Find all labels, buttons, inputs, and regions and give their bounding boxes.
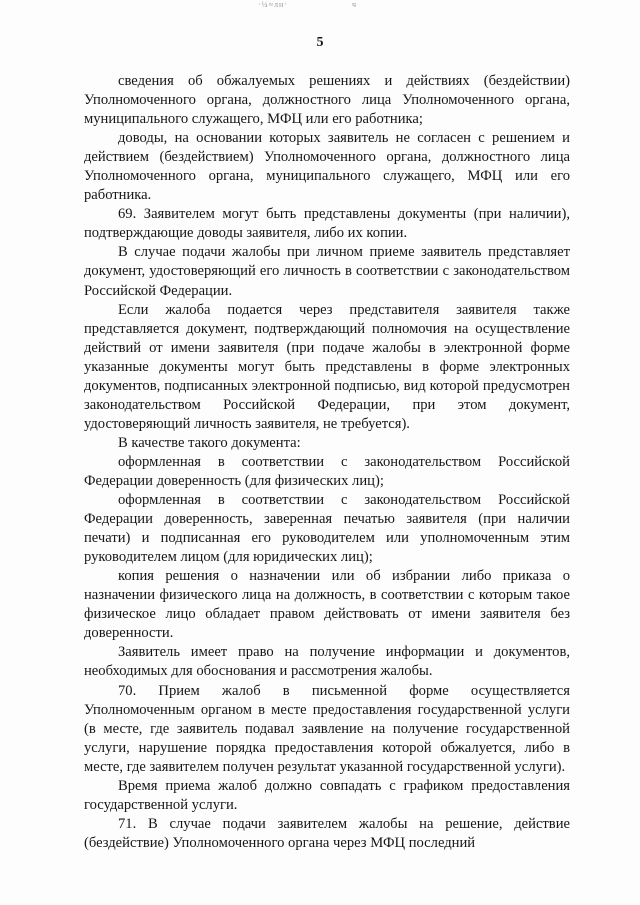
paragraph-representative: Если жалоба подается через представителя заявителя также представляется документ, подтверждающий полномочия на осуществление действий от имени заявителя (при подаче жалобы в электронной форме указанные документы могут быть представлены в форме электронных документов, подписанных электронной подписью, вид которой предусмотрен законодательством Российской Федерации, при этом документ, удостоверяющий личность заявителя, не требуется). — [84, 301, 570, 432]
paragraph-power-of-attorney-legal-entities: оформленная в соответствии с законодательством Российской Федерации доверенность, заверенная печатью заявителя (при наличии печати) и подписанная его руководителем или уполномоченным этим руководителем лицом (для юридических лиц); — [84, 492, 570, 566]
paragraph-appointment-decision: копия решения о назначении или об избрании либо приказа о назначении физического лица на должность, в соответствии с которым такое физическое лицо обладает правом действовать от имени заявителя без доверенности. — [84, 568, 570, 642]
paragraph-arguments: доводы, на основании которых заявитель не согласен с решением и действием (бездействием) Уполномоченного органа, должностного лица Уполномоченного органа, муниципального служащего, МФЦ или его работника. — [84, 130, 570, 204]
paragraph-reception-schedule: Время приема жалоб должно совпадать с графиком предоставления государственной услуги. — [84, 777, 570, 813]
paragraph-70: 70. Прием жалоб в письменной форме осуществляется Уполномоченным органом в месте предоставления государственной услуги (в месте, где заявитель подавал заявление на получение государственной услуги, нарушение порядка предоставления которой обжалуется, либо в месте, где заявителем получен результат указанной государственной услуги). — [84, 682, 570, 775]
paragraph-69: 69. Заявителем могут быть представлены документы (при наличии), подтверждающие доводы заявителя, либо их копии. — [84, 206, 570, 242]
page-number: 5 — [316, 35, 324, 50]
paragraph-71: 71. В случае подачи заявителем жалобы на решение, действие (бездействие) Уполномоченного органа через МФЦ последний — [84, 815, 570, 851]
paragraph-power-of-attorney-individuals: оформленная в соответствии с законодательством Российской Федерации доверенность (для физических лиц); — [84, 453, 570, 489]
scan-artifact-left: ·¼≈лн· — [258, 0, 288, 9]
body-text — [84, 72, 570, 853]
scan-artifact-right: ч — [352, 0, 358, 9]
paragraph-right-to-information: Заявитель имеет право на получение информации и документов, необходимых для обоснования и рассмотрения жалобы. — [84, 644, 570, 680]
paragraph-appealed-decisions: сведения об обжалуемых решениях и действиях (бездействии) Уполномоченного органа, должностного лица Уполномоченного органа, муниципального служащего, МФЦ или его работника; — [84, 73, 570, 128]
paragraph-document-types-intro: В качестве такого документа: — [118, 434, 301, 451]
paragraph-personal-reception: В случае подачи жалобы при личном приеме заявитель представляет документ, удостоверяющий его личность в соответствии с законодательством Российской Федерации. — [84, 244, 570, 299]
